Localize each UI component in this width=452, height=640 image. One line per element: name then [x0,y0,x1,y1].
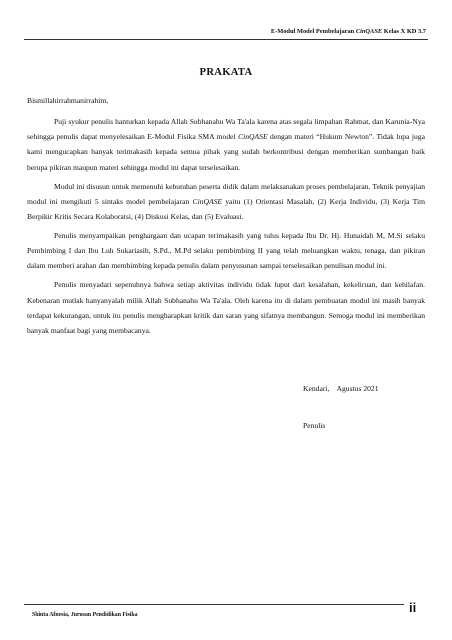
header-suffix: Kelas X KD 3.7 [382,28,426,35]
page-number: ii [409,600,417,615]
paragraph-4: Penulis menyadari sepenuhnya bahwa setiap aktivitas individu tidak luput dari kesalahan, kekeliruan, dan kehilafan. Kebenaran mutlak hanyanyalah milik Allah Subhanahu Wa Ta'ala. Oleh karena itu di dalam pembuatan modul ini masih banyak terdapat kekurangan, untuk itu penulis mengharapkan kritik dan saran yang sifatnya membangun. Semoga modul ini memberikan banyak manfaat bagi yang membacanya. [27,280,425,336]
greeting: Bismillahirrahmanirrahim, [27,96,109,105]
paragraph-2 [27,179,425,225]
page-title: PRAKATA [199,67,253,78]
paragraph-2-text-cont: yaitu (1) Orientasi Masalah, (2) Kerja Individu, (3) Kerja Tim Berpikir Kritis Secara Kolaboratsi, (4) Diskusi Kelas, dan (5) Evaluasi. [27,196,425,222]
header-prefix: E-Modul Model Pembelajaran [270,28,356,35]
paragraph-3: Penulis menyampaikan penghargaan dan ucapan terimakasih yang tulus kepada Ibu Dr. Hj. Hunaidah M, M.Si selaku Pembimbing I dan Ibu Luh Sukariasih, S.Pd., M.Pd selaku pembimbing II yang telah meluangkan waktu, tenaga, dan pikiran dalam memberi arahan dan membimbing kepada penulis dalam penyusunan sampai terselesaikan penulisan modul ini. [27,231,425,271]
paragraph-2-model-name: CinQASE [192,196,223,206]
signature-name: Penulis [303,421,326,430]
body-text [27,114,425,342]
paragraph-1-model-name: CinQASE [238,132,268,142]
paragraph-1 [27,114,425,175]
paragraph-2-text: Modul ini disusun untuk memenuhi kebutuhan peserta didik dalam melaksanakan proses pembelajaran. Teknik penyajian modul ini mengikuti 5 sintaks model pembelajaran [27,181,425,206]
signature-place-date: Kendari, Agustus 2021 [303,384,379,393]
header-divider [24,39,428,40]
footer-divider [24,604,404,605]
header-model-name: CinQASE [355,28,383,35]
running-header [271,28,426,35]
paragraph-1-text: Puji syukur penulis hanturkan kepada Allah Subhanahu Wa Ta'ala karena atas segala limpahan Rahmat, dan Karunia-Nya sehingga penulis dapat menyelesaikan E-Modul Fisika SMA model [27,117,425,142]
footer-author: Shinta Afnesia, Jurusan Pendidikan Fisika [32,612,138,618]
paragraph-1-text-cont: dengan materi “Hukum Newton”. Tidak lupa juga kami mengucapkan banyak terimakasih kepada semua pihak yang sudah berkontribusi dengan memberikan sumbangan baik berupa pikiran maupun materi sehingga modul ini dapat terselesaikan. [27,132,425,172]
